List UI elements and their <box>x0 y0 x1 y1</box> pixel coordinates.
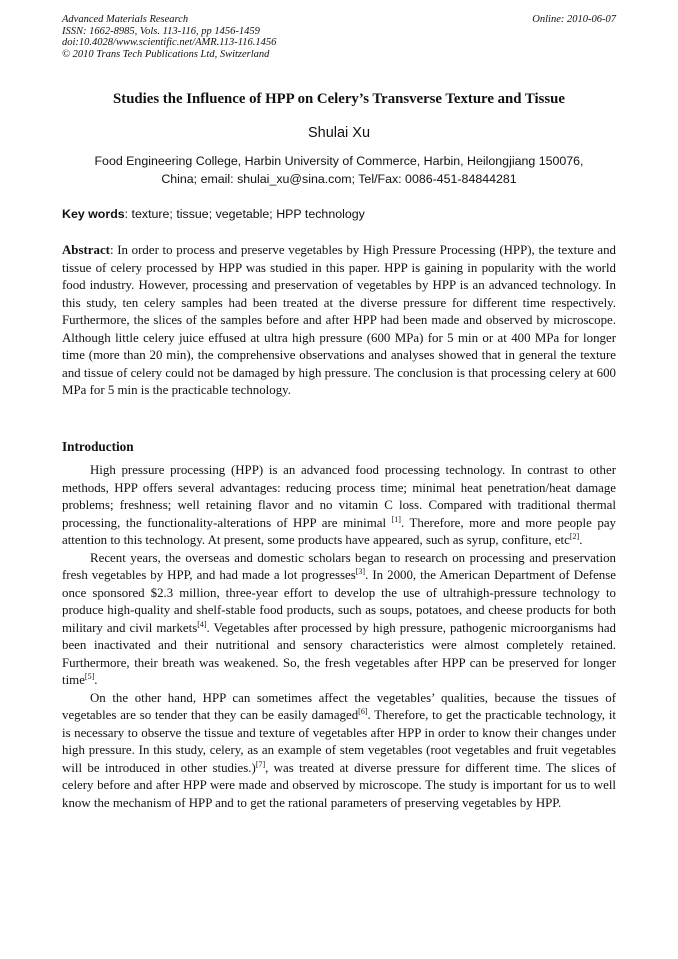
text-span: . Vegetables after processed by high pressure, pathogenic microorganisms had been inactivated and their nutritional and sensory characteristics were almost completely retained. Furthermore, their breath was weakened. So, the fresh vegetables after HPP can be preserved for longer time <box>62 620 616 687</box>
doi-line: doi:10.4028/www.scientific.net/AMR.113-116.1456 <box>62 37 277 49</box>
text-span: . <box>94 673 98 687</box>
abstract <box>62 242 616 400</box>
text-span: . <box>579 533 583 547</box>
text-span: . Therefore, to get the practicable technology, it is necessary to observe the tissue and texture of vegetables after HPP in order to know their changes under high pressure. In this study, celery, as an example of stem vegetables (root vegetables and fruit vegetables will be introduced in other studies.) <box>62 708 616 775</box>
abstract-text: : In order to process and preserve vegetables by High Pressure Processing (HPP), the texture and tissue of celery processed by HPP was studied in this paper. HPP is gaining in popularity with the world food industry. However, processing and preservation of vegetables by HPP is an advanced technology. In this study, ten celery samples had been treated at the diverse pressure for different time respectively. Furthermore, the slices of the samples before and after HPP had been made and observed by microscope. Although little celery juice effused at ultra high pressure (600 MPa) for 5 min or at 400 MPa for longer time (more than 20 min), the comprehensive observations and analyses showed that in general the texture and tissue of celery could not be damaged by high pressure. The conclusion is that processing celery at 600 MPa for 5 min is the practicable technology. <box>62 243 616 397</box>
affiliation-line-2: China; email: shulai_xu@sina.com; Tel/Fax: 0086-451-84844281 <box>161 172 517 186</box>
citation-ref: [1] <box>391 514 401 524</box>
citation-ref: [3] <box>355 567 366 576</box>
text-span: . In 2000, the American Department of Defense once sponsored $2.3 million, three-year effort to develop the use of ultrahigh-pressure technology to produce high-quality and shelf-stable food products, such as soups, potatoes, and cheese products for both military and civil markets <box>62 568 616 635</box>
citation-ref: [2] <box>569 532 580 541</box>
text-span: . Therefore, more and more people pay attention to this technology. At present, some products have appeared, such as syrup, confiture, etc <box>62 515 617 547</box>
author-name: Shulai Xu <box>307 125 371 141</box>
author-affiliation <box>62 152 616 188</box>
abstract-label: Abstract <box>62 243 110 257</box>
journal-header <box>62 14 616 60</box>
journal-name: Advanced Materials Research <box>62 14 189 25</box>
keywords <box>62 207 616 221</box>
introduction-body <box>62 462 616 812</box>
intro-paragraph-1 <box>62 462 616 550</box>
affiliation-line-1: Food Engineering College, Harbin University of Commerce, Harbin, Heilongjiang 150076, <box>94 154 584 168</box>
online-date: Online: 2010-06-07 <box>532 14 616 25</box>
text-span: High pressure processing (HPP) is an advanced food processing technology. In contrast to other methods, HPP offers several advantages: reducing process time; minimal heat penetration/heat damage problems; freshness; well retaining flavor and no vitamin C loss. Compared with traditional thermal processing, the functionality-alterations of HPP are minimal <box>62 463 616 530</box>
keywords-text: : texture; tissue; vegetable; HPP technology <box>124 207 365 221</box>
copyright-line: © 2010 Trans Tech Publications Ltd, Switzerland <box>62 48 270 60</box>
text-span: On the other hand, HPP can sometimes affect the vegetables’ qualities, because the tissues of vegetables are so tender that they can be easily damaged <box>62 690 616 722</box>
keywords-label: Key words <box>62 207 125 221</box>
intro-paragraph-2 <box>62 550 616 690</box>
citation-ref: [4] <box>197 619 207 629</box>
citation-ref: [5] <box>84 672 95 681</box>
issn-line: ISSN: 1662-8985, Vols. 113-116, pp 1456-1459 <box>62 25 260 37</box>
citation-ref: [7] <box>255 759 266 769</box>
text-span: , was treated at diverse pressure for different time. The slices of celery before and after HPP were made and observed by microscope. The study is important for us to well know the mechanism of HPP and to get the rational parameters of preserving vegetables by HPP. <box>62 760 617 810</box>
paper-title: Studies the Influence of HPP on Celery’s Transverse Texture and Tissue <box>113 91 565 107</box>
text-span: Recent years, the overseas and domestic scholars began to research on processing and preservation fresh vegetables by HPP, and had made a lot progresses <box>62 550 616 582</box>
introduction-heading: Introduction <box>62 439 134 454</box>
intro-paragraph-3 <box>62 690 616 813</box>
citation-ref: [6] <box>358 707 368 716</box>
